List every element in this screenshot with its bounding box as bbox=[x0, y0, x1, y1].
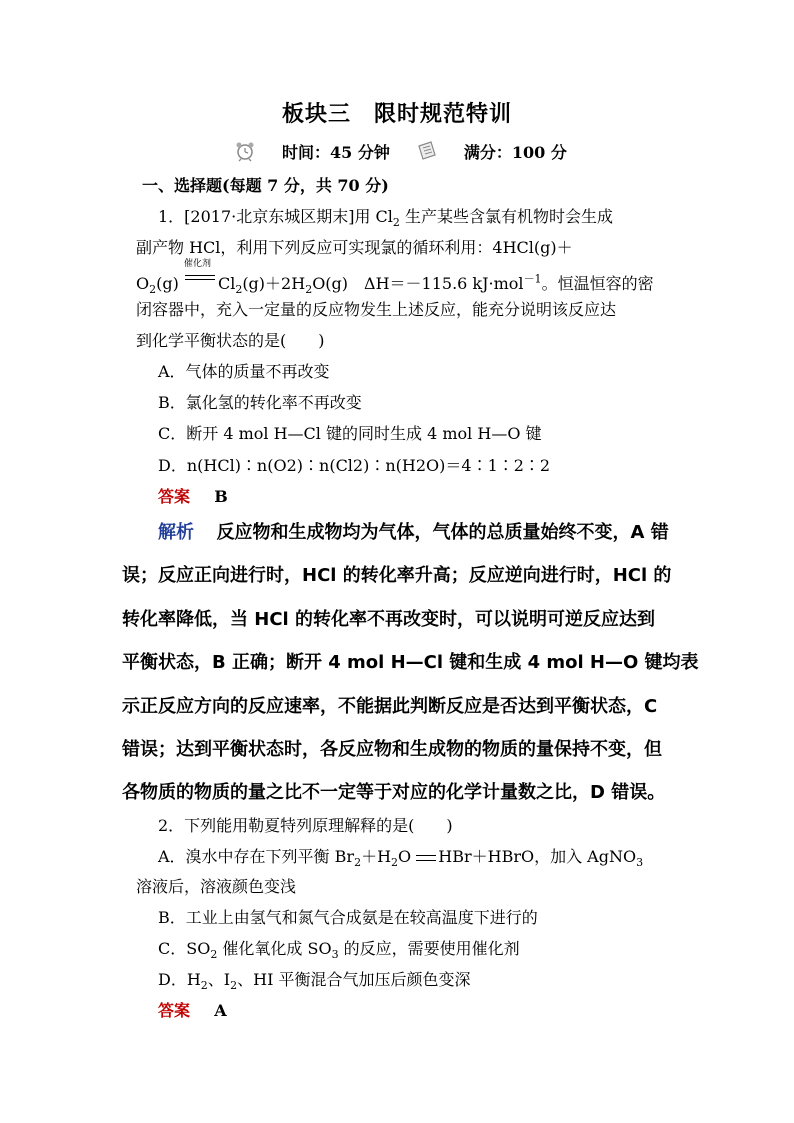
q2-option-c: C．$SO_2$ 催化氧化成 $SO_3$ 的反应，需要使用催化剂 bbox=[158, 939, 520, 962]
page-title: 板块三 限时规范特训 bbox=[281, 101, 512, 127]
q1-option-d: D．n(HCl)∶n(O2)∶n(Cl2)∶n(H2O)＝4∶1∶2∶2 bbox=[158, 456, 551, 475]
q1-stem-line-2: 副产物 HCl，利用下列反应可实现氯的循环利用：4HCl(g)＋ bbox=[136, 238, 573, 257]
full-score: 满分：100 分 bbox=[463, 142, 567, 162]
q1-explain-line-7: 各物质的物质的量之比不一定等于对应的化学计量数之比，D 错误。 bbox=[122, 782, 666, 803]
explain-label: 解析 bbox=[158, 522, 194, 543]
q1-explain-line-4: 平衡状态，B 正确；断开 4 mol H—Cl 键和生成 4 mol H—O 键均表 bbox=[122, 652, 699, 673]
q1-answer bbox=[158, 487, 228, 507]
answer-label: 答案 bbox=[158, 1001, 191, 1020]
q2-option-d: D．$H_2$、$I_2$、HI 平衡混合气加压后颜色变深 bbox=[158, 970, 471, 993]
q1-stem-line-3: $O_2(g)$ 催化剂 $Cl_2(g)+2H_2O(g)$ ΔH＝－115.6 kJ·mol$^{-1}$。恒温恒容的密 bbox=[136, 259, 654, 297]
q1-stem-line-4: 闭容器中，充入一定量的反应物发生上述反应，能充分说明该反应达 bbox=[136, 300, 617, 319]
answer-label: 答案 bbox=[158, 487, 191, 506]
q2-option-b: B．工业上由氢气和氮气合成氨是在较高温度下进行的 bbox=[158, 908, 538, 927]
q2-option-a-line-2: 溶液后，溶液颜色变浅 bbox=[136, 877, 297, 896]
q1-explain-line-1: 解析 反应物和生成物均为气体，气体的总质量始终不变，A 错 bbox=[158, 522, 669, 543]
q1-stem-line-1: 1．[2017·北京东城区期末]用 $Cl_2$ 生产某些含氯有机物时会生成 bbox=[158, 207, 614, 230]
q1-explain-line-3: 转化率降低，当 HCl 的转化率不再改变时，可以说明可逆反应达到 bbox=[122, 609, 655, 630]
q1-option-b: B．氯化氢的转化率不再改变 bbox=[158, 393, 362, 412]
meta-row bbox=[234, 138, 567, 164]
q2-answer bbox=[158, 1001, 227, 1021]
section-heading: 一、选择题(每题 7 分，共 70 分) bbox=[142, 176, 389, 195]
equilibrium-arrow-icon bbox=[416, 852, 438, 864]
q1-option-a: A．气体的质量不再改变 bbox=[158, 362, 330, 381]
score-sheet-icon bbox=[416, 140, 438, 162]
q1-stem-line-5: 到化学平衡状态的是( ) bbox=[136, 331, 325, 350]
reaction-condition: 催化剂 bbox=[184, 269, 218, 289]
q2-stem: 2．下列能用勒夏特列原理解释的是( ) bbox=[158, 816, 453, 835]
q1-explain-line-2: 误；反应正向进行时，HCl 的转化率升高；反应逆向进行时，HCl 的 bbox=[122, 565, 672, 586]
answer-value: A bbox=[214, 1001, 227, 1020]
q1-explain-line-6: 错误；达到平衡状态时，各反应物和生成物的物质的量保持不变，但 bbox=[122, 739, 662, 760]
q1-option-c: C．断开 4 mol H—Cl 键的同时生成 4 mol H—O 键 bbox=[158, 424, 542, 443]
answer-value: B bbox=[214, 487, 228, 506]
q1-explain-line-5: 示正反应方向的反应速率，不能据此判断反应是否达到平衡状态，C bbox=[122, 696, 658, 717]
alarm-clock-icon bbox=[234, 140, 256, 162]
q2-option-a-line-1: A．溴水中存在下列平衡 $Br_2+H_2O$ HBr＋HBrO，加入 AgNO$_3$ bbox=[158, 847, 644, 870]
time-limit: 时间：45 分钟 bbox=[282, 142, 390, 162]
